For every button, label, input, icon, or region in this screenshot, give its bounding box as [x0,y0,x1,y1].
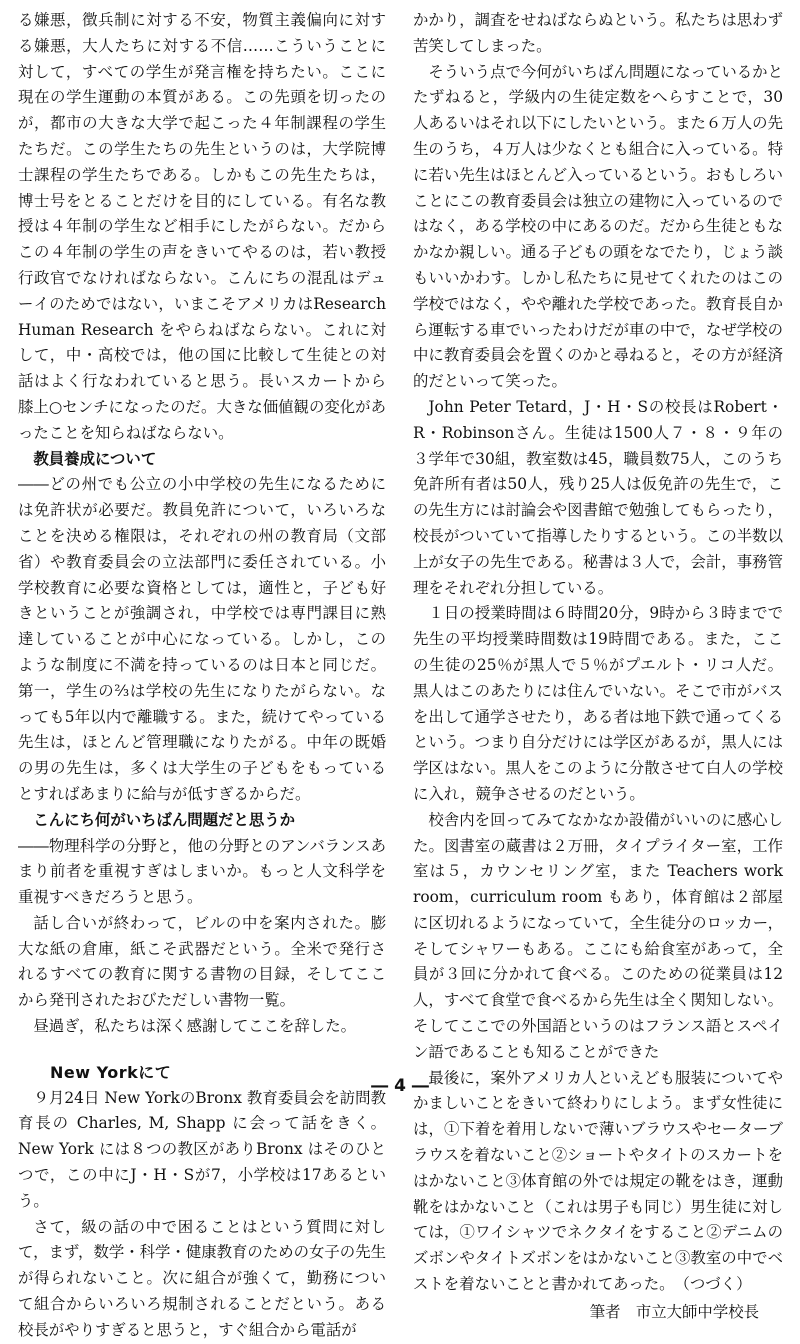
page-number: ― 4 ― [371,1076,429,1096]
section-title-new-york: New Yorkにて [50,1062,172,1082]
paragraph: John Peter Tetard，J・H・Sの校長はRobert・R・Robinsonさん。生徒は1500人７・８・９年の３学年で30組，教室数は45，職員数75人，このうち免許所有者は50人，残り25人は仮免許の先生で，この先生方には討論会や図書館で勉強してもらったり，校長がついていて指導したりするという。この半数以上が女子の先生である。秘書は３人で，会計，事務管理をそれぞれ分担している。 [413,397,783,597]
right-column [413,8,783,1326]
left-column [18,8,386,1344]
paragraph: かかり，調査をせねばならぬという。私たちは思わず苦笑してしまった。 [413,11,783,55]
paragraph: 話し合いが終わって，ビルの中を案内された。膨大な紙の倉庫，紙こそ武器だという。全米で発行されるすべての教育に関する書物の目録，そしてここから発刊されたおびただしい書物一覧。 [18,913,386,1010]
paragraph: さて，級の話の中で困ることはという質問に対して，まず，数学・科学・健康教育のための女子の先生が得られないこと。次に組合が強くて，勤務について組合からいろいろ規制されることだという。ある校長がやりすぎると思うと，すぐ組合から電話が [18,1217,386,1339]
paragraph: 昼過ぎ，私たちは深く感謝してここを辞した。 [33,1017,356,1036]
paragraph: ９月24日 New YorkのBronx 教育委員会を訪問教育長の Charles, M, Shapp に会って話をきく。New York には８つの教区がありBronx はそのひとつで，この中にJ・H・Sが7，小学校は17あるという。 [18,1088,386,1210]
paragraph: １日の授業時間は６時間20分，9時から３時までで先生の平均授業時間数は19時間である。また，ここの生徒の25％が黒人で５％がプエルト・リコ人だ。黒人はこのあたりには住んでいない。そこで市がバスを出して通学させたり，ある者は地下鉄で通ってくるという。つまり自分だけには学区があるが，黒人には学区はない。黒人をこのように分散させて白人の学校に入れ，競争させるのだという。 [413,604,783,803]
paragraph-text: 最後に，案外アメリカ人といえども服装についてやかましいことをきいて終わりにしよう。まず女性徒には，①下着を着用しないで薄いブラウスやセーターブラウスを着ないこと②ショートやタイトのスカートをはかないこと③体育館の外では規定の靴をはき，運動靴をはかないこと（これは男子も同じ）男生徒に対しては，①ワイシャツでネクタイをすること②デニムのズボンやタイトズボンをはかないこと③教室の中でベストを着ないことと書かれてあった。 [413,1068,783,1294]
section-heading-biggest-problem: こんにち何がいちばん問題だと思うか [33,810,296,829]
paragraph [413,1066,783,1298]
paragraph: ――どの州でも公立の小中学校の先生になるためには免許状が必要だ。教員免許について，いろいろなことを決める権限は，それぞれの州の教育局（文部省）や教育委員会の立法部門に委任されている。小学校教育に必要な資格としては，適性と，子ども好きということが強調され，中学校では専門課目に熟達していることが中心になっている。しかし，このような制度に不満を持っているのは日本と同じだ。第一，学生の⅔は学校の先生になりたがらない。なっても5年以内で離職する。また，続けてやっている先生は，ほとんど管理職になりたがる。中年の既婚の男の先生は，多くは大学生の子どもをもっているとすればあまりに給与が低すぎるからだ。 [18,475,386,803]
paragraph: る嫌悪，徴兵制に対する不安，物質主義偏向に対する嫌悪，大人たちに対する不信……こういうことに対して，すべての学生が発言権を持ちたい。ここに現在の学生運動の本質がある。この先頭を切ったのが，都市の大きな大学で起こった４年制課程の学生たちだ。この学生たちの先生というのは，大学院博士課程の学生たちである。しかもこの先生たちは，博士号をとることだけを目的にしている。有名な教授は４年制の学生など相手にしたがらない。だからこの４年制の学生の声をきいてやるのは，若い教授行政官でなければならない。こんにちの混乱はデューイのためではない，いまこそアメリカはResearch Human Research をやらねばならない。これに対して，中・高校では，他の国に比較して生徒との対話はよく行なわれていると思う。長いスカートから膝上○センチになったのだ。大きな価値観の変化があったことを知らねばならない。 [18,11,386,442]
paragraph: ――物理科学の分野と，他の分野とのアンバランスあまり前者を重視すぎはしまいか。もっと人文科学を重視すべきだろうと思う。 [18,836,386,907]
paragraph: そういう点で今何がいちばん問題になっているかとたずねると，学級内の生徒定数をへらすことで，30人あるいはそれ以下にしたいという。また６万人の先生のうち，４万人は少なくとも組合に入っている。特に若い先生はほとんど入っているという。おもしろいことにこの教育委員会は独立の建物に入っているのではなく，ある学校の中にあるのだ。だから生徒ともなかなか親しい。通る子どもの頭をなでたり，じょう談もいいかわす。しかし私たちに見せてくれたのはこの学校ではなく，やや離れた学校であった。教育長自から運転する車でいったわけだが車の中で，なぜ学校の中に教育委員会を置くのかと尋ねると，その方が経済的だといって笑った。 [413,62,783,391]
paragraph: 校舎内を回ってみてなかなか設備がいいのに感心した。図書室の蔵書は２万冊，タイプライター室，工作室は５，カウンセリング室，また Teachers work room，curriculum room もあり，体育館は２部屋に区切れるようになっていて，全生徒分のロッカー，そしてシャワーもある。ここにも給食室があって，全員が３回に分かれて食べる。このための従業員は12人，すべて食堂で食べるから先生は全く関知しない。そしてここでの外国語というのはフランス語とスペイン語であることも知ることができた [413,810,783,1061]
to-be-continued: （つづく） [682,1275,752,1294]
section-heading-teacher-training: 教員養成について [33,449,157,468]
author-signature: 筆者 市立大師中学校長 [589,1302,759,1321]
